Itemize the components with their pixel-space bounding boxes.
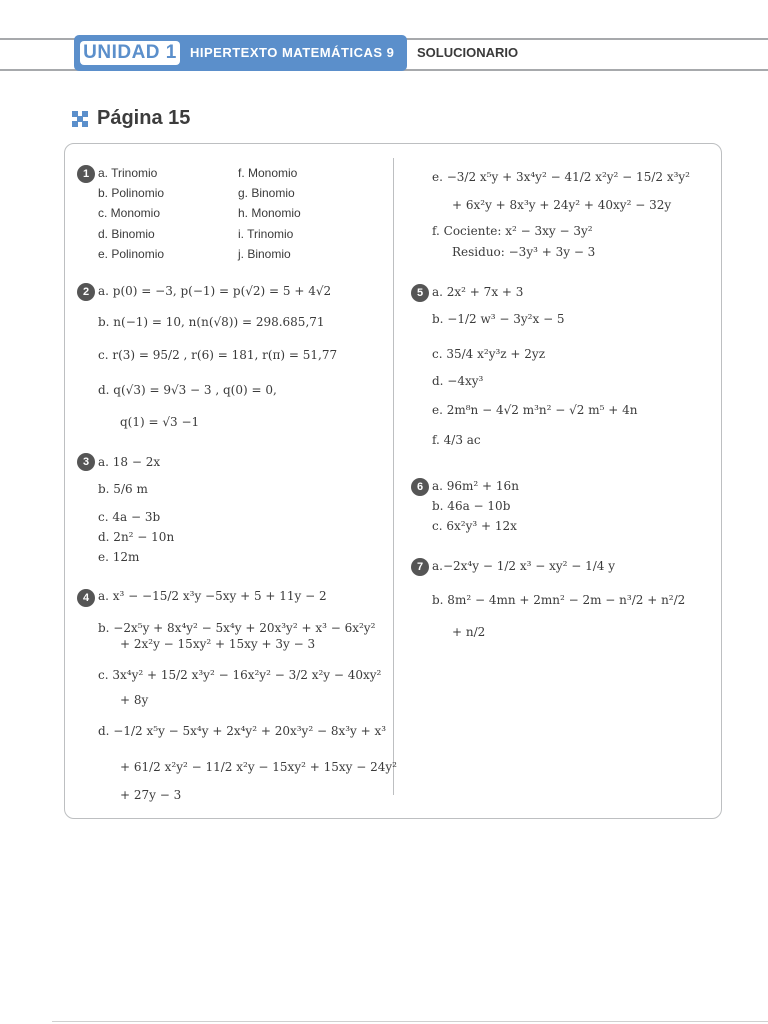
ex6-item-b: b. 46a − 10b <box>432 499 511 513</box>
ex5-item-f: f. 4/3 ac <box>432 433 481 447</box>
ex3-item-c: c. 4a − 3b <box>98 510 161 524</box>
unit-label: UNIDAD 1 <box>80 41 180 65</box>
page-title: Página 15 <box>97 107 191 129</box>
exercise-5-badge: 5 <box>411 284 429 302</box>
ex1-item-b: b. Polinomio <box>98 186 165 200</box>
ex4-item-a: a. x³ − −15/2 x³y −5xy + 5 + 11y − 2 <box>98 589 327 603</box>
ex6-item-a: a. 96m² + 16n <box>432 479 519 493</box>
ex5-item-a: a. 2x² + 7x + 3 <box>432 285 524 299</box>
ex4-item-d-cont2: + 27y − 3 <box>120 788 182 802</box>
ex4-item-e: e. −3/2 x⁵y + 3x⁴y² − 41/2 x²y² − 15/2 x³y² <box>432 170 690 184</box>
ex1-item-j: j. Binomio <box>238 247 291 261</box>
ex7-item-a: a.−2x⁴y − 1/2 x³ − xy² − 1/4 y <box>432 559 616 573</box>
ex3-item-e: e. 12m <box>98 550 140 564</box>
ex7-item-b-cont: + n/2 <box>452 625 486 639</box>
ex1-item-a: a. Trinomio <box>98 166 158 180</box>
ex1-item-h: h. Monomio <box>238 206 301 220</box>
ex5-item-c: c. 35/4 x²y³z + 2yz <box>432 347 546 361</box>
ex5-item-d: d. −4xy³ <box>432 374 484 388</box>
ex1-item-e: e. Polinomio <box>98 247 165 261</box>
ex4-item-e-cont: + 6x²y + 8x³y + 24y² + 40xy² − 32y <box>452 198 672 212</box>
ex3-item-a: a. 18 − 2x <box>98 455 161 469</box>
ex1-item-g: g. Binomio <box>238 186 295 200</box>
footer-rule <box>52 1021 768 1022</box>
ex5-item-b: b. −1/2 w³ − 3y²x − 5 <box>432 312 565 326</box>
exercise-6-badge: 6 <box>411 478 429 496</box>
section-label: SOLUCIONARIO <box>417 45 519 60</box>
ex4-item-c: c. 3x⁴y² + 15/2 x³y² − 16x²y² − 3/2 x²y − 40xy² <box>98 668 382 682</box>
ex2-item-b: b. n(−1) = 10, n(n(√8)) = 298.685,71 <box>98 315 325 329</box>
ex4-item-b-cont: + 2x²y − 15xy² + 15xy + 3y − 3 <box>120 637 316 651</box>
exercise-2-badge: 2 <box>77 283 95 301</box>
book-title: HIPERTEXTO MATEMÁTICAS 9 <box>190 45 395 60</box>
ex1-item-d: d. Binomio <box>98 227 155 241</box>
column-divider <box>393 158 394 795</box>
ex5-item-e: e. 2m⁸n − 4√2 m³n² − √2 m⁵ + 4n <box>432 403 638 417</box>
ex2-item-c: c. r(3) = 95/2 , r(6) = 181, r(π) = 51,77 <box>98 348 338 362</box>
ex4-item-f: f. Cociente: x² − 3xy − 3y² <box>432 224 593 238</box>
ex1-item-c: c. Monomio <box>98 206 161 220</box>
ex3-item-d: d. 2n² − 10n <box>98 530 175 544</box>
ex7-item-b: b. 8m² − 4mn + 2mn² − 2m − n³/2 + n²/2 <box>432 593 686 607</box>
exercise-3-badge: 3 <box>77 453 95 471</box>
puzzle-icon <box>72 111 88 127</box>
exercise-7-badge: 7 <box>411 558 429 576</box>
ex2-item-d-cont: q(1) = √3 −1 <box>120 415 200 429</box>
ex4-item-d: d. −1/2 x⁵y − 5x⁴y + 2x⁴y² + 20x³y² − 8x³y + x³ <box>98 724 387 738</box>
exercise-1-badge: 1 <box>77 165 95 183</box>
ex1-item-f: f. Monomio <box>238 166 298 180</box>
ex6-item-c: c. 6x²y³ + 12x <box>432 519 517 533</box>
ex4-item-d-cont1: + 61/2 x²y² − 11/2 x²y − 15xy² + 15xy − 24y² <box>120 760 397 774</box>
ex4-item-b: b. −2x⁵y + 8x⁴y² − 5x⁴y + 20x³y² + x³ − 6x²y² <box>98 621 376 635</box>
exercise-4-badge: 4 <box>77 589 95 607</box>
ex4-item-c-cont: + 8y <box>120 693 149 707</box>
ex3-item-b: b. 5/6 m <box>98 482 148 496</box>
ex2-item-a: a. p(0) = −3, p(−1) = p(√2) = 5 + 4√2 <box>98 284 332 298</box>
ex2-item-d: d. q(√3) = 9√3 − 3 , q(0) = 0, <box>98 383 277 397</box>
ex1-item-i: i. Trinomio <box>238 227 294 241</box>
ex4-item-f-residuo: Residuo: −3y³ + 3y − 3 <box>452 245 596 259</box>
